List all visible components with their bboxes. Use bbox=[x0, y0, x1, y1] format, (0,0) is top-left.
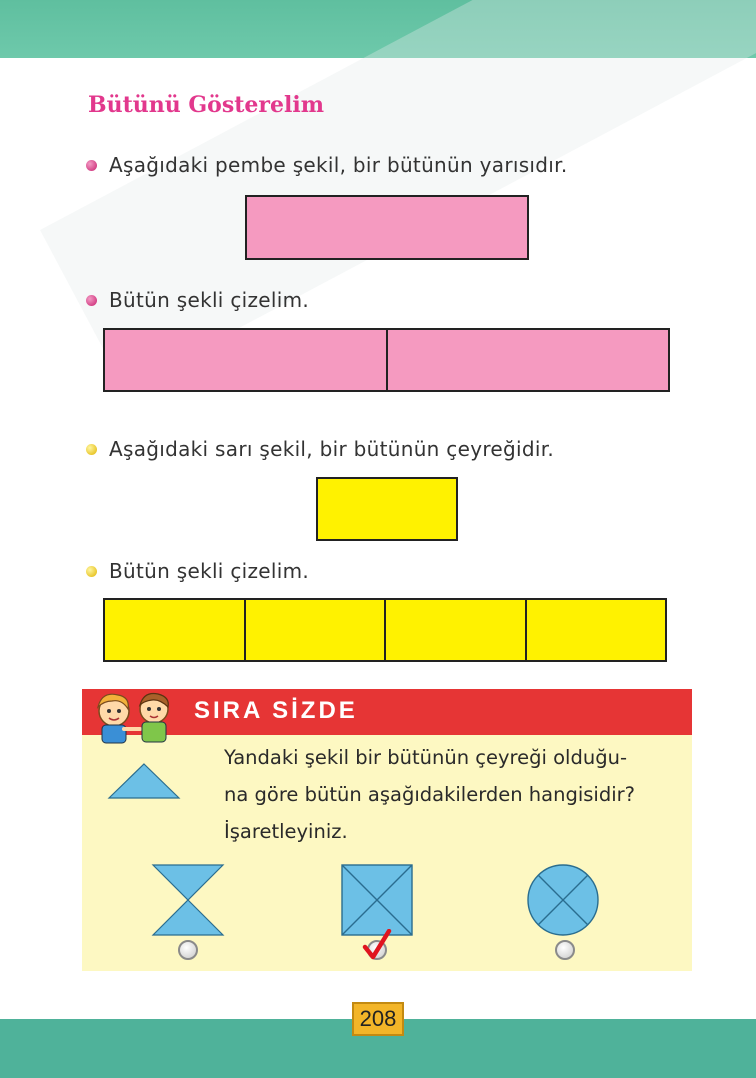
yellow-whole-part bbox=[386, 600, 527, 660]
option-hourglass-icon bbox=[150, 863, 226, 937]
pink-half-rectangle bbox=[245, 195, 529, 260]
red-checkmark-icon bbox=[362, 929, 392, 961]
prompt-line: Yandaki şekil bir bütünün çeyreği olduğu- bbox=[224, 746, 627, 769]
yellow-intro-line bbox=[86, 437, 554, 461]
option-square-icon bbox=[340, 863, 414, 937]
pink-whole-bar bbox=[103, 328, 670, 392]
quarter-triangle-icon bbox=[106, 761, 182, 801]
bullet-dot-icon bbox=[86, 295, 97, 306]
pink-draw-text: Bütün şekli çizelim. bbox=[109, 288, 310, 312]
pink-draw-line bbox=[86, 288, 309, 312]
your-turn-panel bbox=[82, 689, 692, 971]
option-1-radio[interactable] bbox=[178, 940, 198, 960]
yellow-intro-text: Aşağıdaki sarı şekil, bir bütünün çeyreğidir. bbox=[109, 437, 555, 461]
yellow-quarter-rectangle bbox=[316, 477, 458, 541]
pink-whole-part bbox=[105, 330, 388, 390]
panel-heading: SIRA SİZDE bbox=[194, 697, 358, 724]
bullet-dot-icon bbox=[86, 160, 97, 171]
yellow-whole-part bbox=[105, 600, 246, 660]
bullet-dot-icon bbox=[86, 566, 97, 577]
option-circle-icon bbox=[526, 863, 600, 937]
option-3-radio[interactable] bbox=[555, 940, 575, 960]
pink-intro-line bbox=[86, 153, 567, 177]
prompt-line: İşaretleyiniz. bbox=[224, 820, 348, 843]
yellow-whole-part bbox=[246, 600, 387, 660]
panel-prompt bbox=[224, 739, 664, 850]
bullet-dot-icon bbox=[86, 444, 97, 455]
yellow-draw-line bbox=[86, 559, 309, 583]
page-number: 208 bbox=[352, 1002, 404, 1036]
pink-intro-text: Aşağıdaki pembe şekil, bir bütünün yarısıdır. bbox=[109, 153, 568, 177]
yellow-draw-text: Bütün şekli çizelim. bbox=[109, 559, 310, 583]
kids-illustration-icon bbox=[88, 687, 188, 747]
prompt-line: na göre bütün aşağıdakilerden hangisidir? bbox=[224, 783, 636, 806]
yellow-whole-bar bbox=[103, 598, 667, 662]
yellow-whole-part bbox=[527, 600, 666, 660]
page-title: Bütünü Gösterelim bbox=[88, 92, 324, 118]
pink-whole-part bbox=[388, 330, 669, 390]
